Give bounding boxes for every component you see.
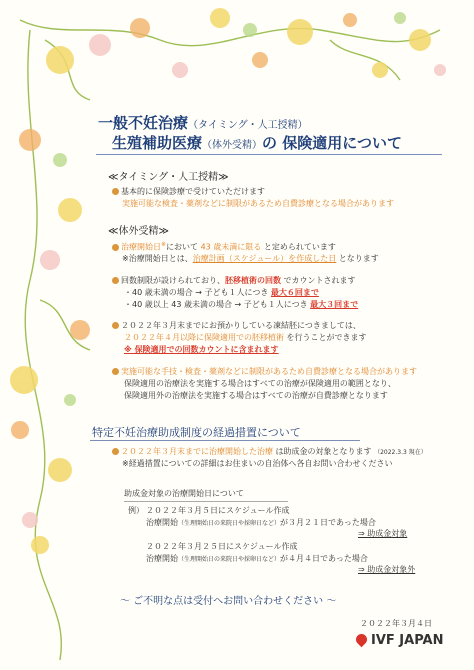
subsidy-b1-text: は助成金の対象となります <box>275 447 372 456</box>
ivf-bullet-2-line-2 <box>124 299 358 310</box>
clinic-logo <box>356 633 443 648</box>
ivf-bullet-3-line-2 <box>124 332 367 343</box>
bullet-dot-icon <box>112 322 119 329</box>
bullet-dot-icon <box>112 188 119 195</box>
subsidy-b1-date-note: （2022.3.3 現在） <box>374 449 427 456</box>
ivf-bullet-1 <box>112 241 336 253</box>
ivf-heading: ≪体外受精≫ <box>108 226 169 237</box>
ivf-bullet-4 <box>112 366 417 377</box>
subsidy-bullet-1-note: ※経過措置についての詳細はお住まいの自治体へ各自お問い合わせください <box>122 459 393 468</box>
ivf-b1-note-b: 治療計画（スケジュール）を作成した日 <box>192 254 337 263</box>
clinic-logo-text: IVF JAPAN <box>371 633 444 648</box>
ivf-b2-transfer-count: 胚移植術の回数 <box>225 276 281 285</box>
title-general-treatment: 一般不妊治療 <box>98 114 189 132</box>
example-2-start-date: が４月４日であった場合 <box>280 554 368 563</box>
example-1-start-label: 治療開始 <box>146 518 178 527</box>
ivf-b1-start-date: 治療開始日 <box>121 242 161 252</box>
bullet-dot-icon <box>112 448 119 455</box>
subsidy-heading-underline <box>90 440 360 441</box>
example-2-start-label: 治療開始 <box>146 554 178 563</box>
ivf-bullet-2-line-1 <box>124 287 319 298</box>
ivf-b2-l1-text: ・40 歳未満の場合 → 子ども１人につき <box>124 288 269 297</box>
ivf-bullet-4-line-3: 保険適用外の治療法を実施する場合はすべての治療が自費診療となります <box>124 391 388 400</box>
ivf-b1-sup: ※ <box>161 241 167 248</box>
ivf-b3-text: ２０２２年３月末までにお預かりしている凍結胚につきましては、 <box>121 321 361 330</box>
title-art: 生殖補助医療 <box>112 134 203 152</box>
ivf-bullet-1-note <box>122 253 379 264</box>
example-1-result: ⇒ 助成金対象 <box>358 529 408 538</box>
subsidy-sub-heading: 助成金対象の治療開始日について <box>124 489 244 498</box>
example-2-start <box>146 553 368 564</box>
bullet-dot-icon <box>112 277 119 284</box>
timing-note: 実施可能な検査・薬剤などに制限があるため自費診療となる場合があります <box>122 199 394 208</box>
ivf-bullet-2 <box>112 275 356 286</box>
ivf-b1-note-a: ※治療開始日とは、 <box>122 254 193 263</box>
ivf-bullet-3 <box>112 320 361 331</box>
subsidy-bullet-1 <box>112 446 427 457</box>
ivf-b3-l2-text: を行うことができます <box>286 333 367 342</box>
ivf-b1-note-c: となります <box>338 254 379 263</box>
subsidy-heading: 特定不妊治療助成制度の経過措置について <box>92 426 301 439</box>
timing-b1-text: 基本的に保険診療で受けていただけます <box>121 187 265 196</box>
ivf-b2-l2-max: 最大３回まで <box>310 300 359 309</box>
example-1-start-paren: （生理開始日の来院日や採卵日など） <box>178 520 281 527</box>
ivf-bullet-4-line-2: 保険適用の治療法を実施する場合はすべての治療が保険適用の範囲となり、 <box>124 379 396 388</box>
example-2-schedule: ２０２２年３月２５日にスケジュール作成 <box>146 542 298 551</box>
ivf-b1-text-d: と定められています <box>263 242 336 252</box>
ivf-b2-text-a: 回数制限が設けられており、 <box>121 276 225 285</box>
example-1-start <box>146 517 376 528</box>
bullet-dot-icon <box>112 368 119 375</box>
timing-bullet-1 <box>112 186 265 197</box>
title-underline <box>96 154 442 155</box>
ivf-bullet-3-note: ※ 保険適用での回数カウントに含まれます <box>124 345 279 354</box>
ivf-b2-text-c: でカウントされます <box>283 276 356 285</box>
ivf-b1-text-b: において <box>166 242 199 252</box>
contact-footer: ～ ご不明な点は受付へお問い合わせください ～ <box>120 596 337 607</box>
location-pin-icon <box>354 632 370 648</box>
subsidy-b1-highlight: ２０２２年３月末までに治療開始した治療 <box>121 447 273 456</box>
ivf-b2-l2-text: ・40 歳以上 43 歳未満の場合 → 子ども１人につき <box>124 300 308 309</box>
example-1-schedule: ２０２２年３月５日にスケジュール作成 <box>146 506 290 515</box>
title-insurance: の 保険適用について <box>262 134 402 152</box>
ivf-b1-age-limit: 43 歳未満に限る <box>200 242 262 252</box>
example-2-start-paren: （生理開始日の来院日や採卵日など） <box>178 556 281 563</box>
example-1-start-date: が３月２１日であった場合 <box>280 518 376 527</box>
title-art-sub: （体外受精） <box>202 140 263 151</box>
issue-date: ２０２２年３月４日 <box>360 619 432 628</box>
ivf-b4-text: 実施可能な手技・検査・薬剤などに制限があるため自費診療となる場合があります <box>121 367 417 376</box>
ivf-b3-l2-highlight: ２０２２年４月以降に保険適用での胚移植術 <box>124 333 284 342</box>
subsidy-sub-heading-underline <box>124 501 288 502</box>
title-general-treatment-sub: （タイミング・人工授精） <box>188 120 308 131</box>
ivf-b2-l1-max: 最大６回まで <box>270 288 319 297</box>
example-label: 例） <box>128 506 144 515</box>
example-2-result: ⇒ 助成金対象外 <box>358 565 416 574</box>
page-title-line1 <box>98 112 308 133</box>
page-title-line2 <box>112 132 402 153</box>
timing-heading: ≪タイミング・人工授精≫ <box>108 172 229 183</box>
bullet-dot-icon <box>112 244 119 251</box>
